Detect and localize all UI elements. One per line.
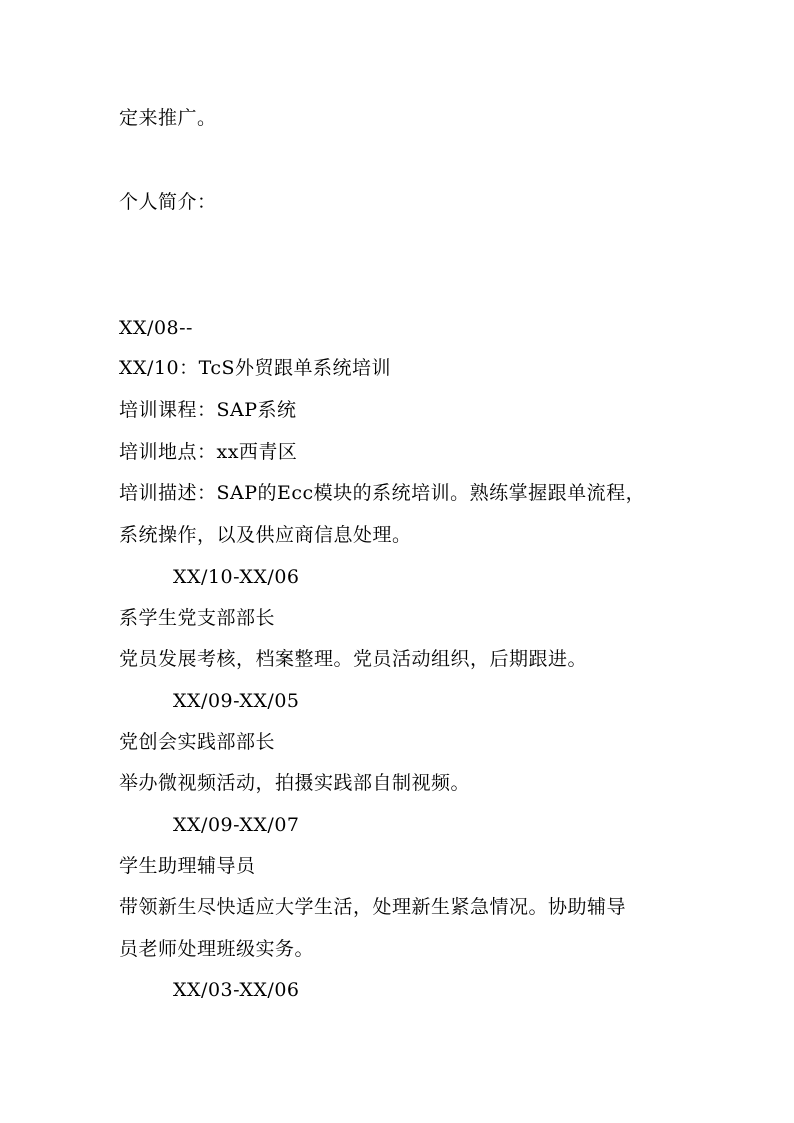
training-course: 培训课程：SAP系统 <box>119 399 297 421</box>
training-title: XX/10：TcS外贸跟单系统培训 <box>119 357 391 379</box>
role-description: 党员发展考核，档案整理。党员活动组织，后期跟进。 <box>119 648 588 670</box>
date-range: XX/10-XX/06 <box>173 566 300 588</box>
training-location: 培训地点：xx西青区 <box>119 441 298 463</box>
role-description: 举办微视频活动，拍摄实践部自制视频。 <box>119 772 471 794</box>
role-title: 系学生党支部部长 <box>119 607 276 629</box>
training-description-cont: 系统操作，以及供应商信息处理。 <box>119 524 412 546</box>
role-title: 党创会实践部部长 <box>119 731 276 753</box>
date-range: XX/03-XX/06 <box>173 979 300 1001</box>
date-range: XX/09-XX/07 <box>173 814 300 836</box>
role-description: 带领新生尽快适应大学生活，处理新生紧急情况。协助辅导 <box>119 896 627 918</box>
training-description: 培训描述：SAP的Ecc模块的系统培训。熟练掌握跟单流程， <box>119 482 646 504</box>
text-line-continuation: 定来推广。 <box>119 107 217 129</box>
role-description-cont: 员老师处理班级实务。 <box>119 938 315 960</box>
section-heading-profile: 个人简介： <box>119 191 217 213</box>
role-title: 学生助理辅导员 <box>119 855 256 877</box>
date-range: XX/09-XX/05 <box>173 690 300 712</box>
date-range-start: XX/08-- <box>119 317 193 339</box>
